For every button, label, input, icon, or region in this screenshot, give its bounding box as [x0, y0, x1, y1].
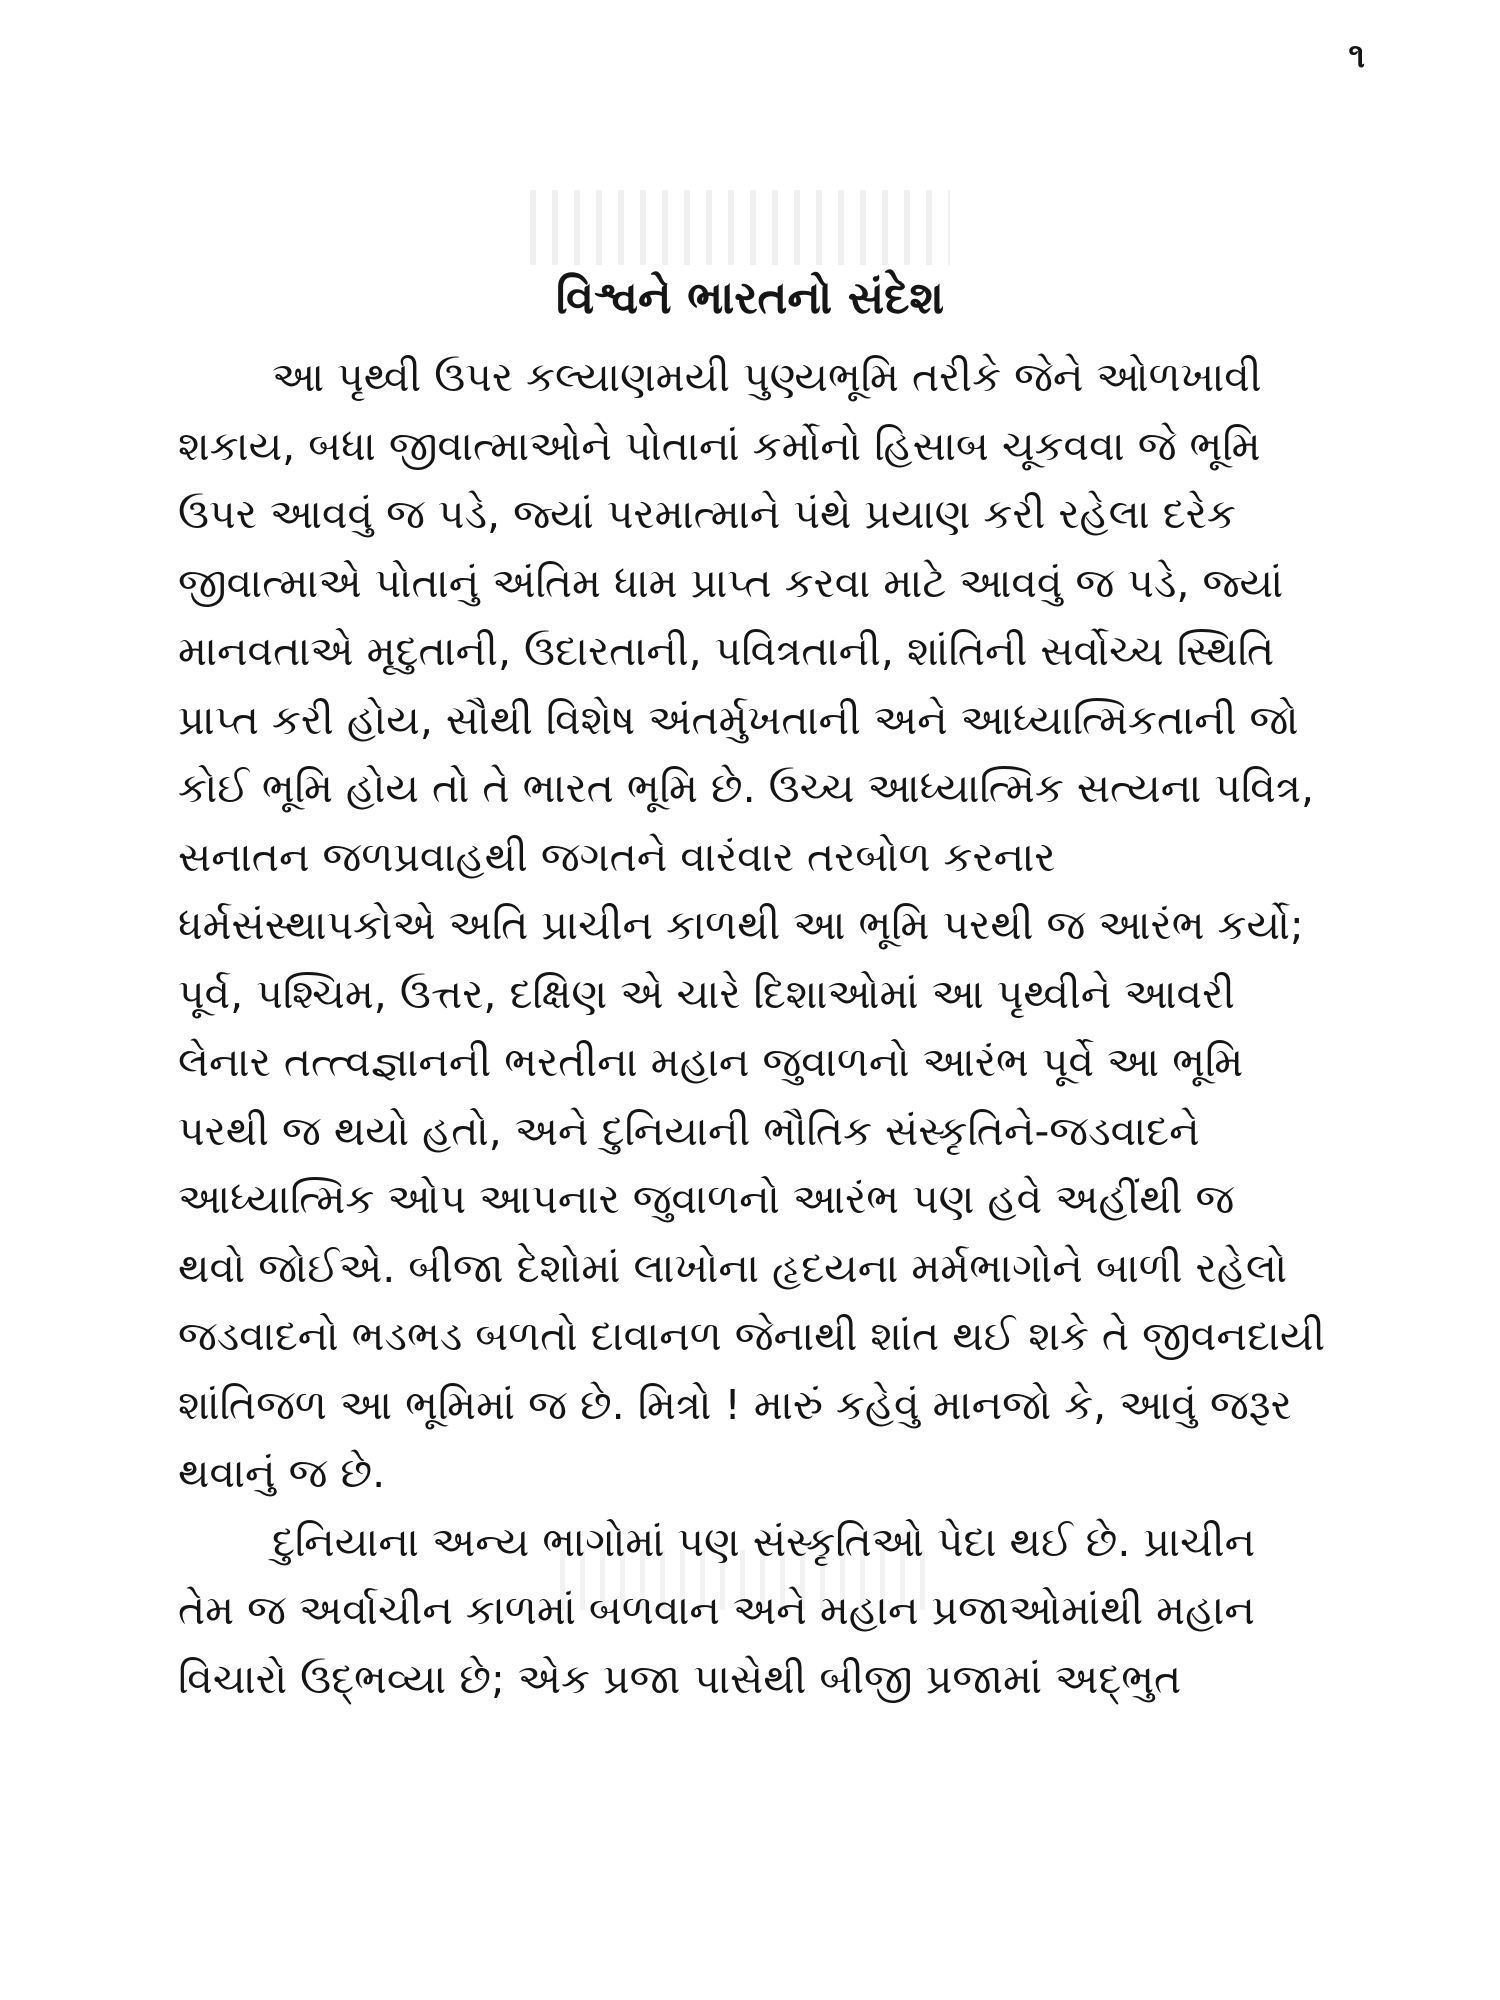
text-line: શકાય, બધા જીવાત્માઓને પોતાનાં કર્મોનો હિસાબ ચૂકવવા જે ભૂમિ: [178, 421, 1261, 470]
text-line: લેનાર તત્ત્વજ્ઞાનની ભરતીના મહાન જુવાળનો આરંભ પૂર્વે આ ભૂમિ: [178, 1038, 1244, 1086]
text-line: શાંતિજળ આ ભૂમિમાં જ છે. મિત્રો ! મારું કહેવું માનજો કે, આવું જરૂર: [178, 1380, 1292, 1429]
text-line: દુનિયાના અન્ય ભાગોમાં પણ સંસ્કૃતિઓ પેદા થઈ છે. પ્રાચીન: [272, 1517, 1256, 1566]
text-line: પરથી જ થયો હતો, અને દુનિયાની ભૌતિક સંસ્કૃતિને-જડવાદને: [178, 1106, 1200, 1155]
text-line: જીવાત્માએ પોતાનું અંતિમ ધામ પ્રાપ્ત કરવા માટે આવવું જ પડે, જ્યાં: [178, 558, 1284, 607]
show-through-smudge: [530, 190, 950, 265]
paragraph-2: [178, 1508, 1363, 1714]
text-line: ઉપર આવવું જ પડે, જ્યાં પરમાત્માને પંથે પ્રયાણ કરી રહેલા દરેક: [178, 490, 1236, 538]
text-line: પૂર્વ, પશ્ચિમ, ઉત્તર, દક્ષિણ એ ચારે દિશાઓમાં આ પૃથ્વીને આવરી: [178, 969, 1235, 1018]
text-line: ધર્મસંસ્થાપકોએ અતિ પ્રાચીન કાળથી આ ભૂમિ પરથી જ આરંભ કર્યો;: [178, 901, 1304, 949]
text-line: પ્રાપ્ત કરી હોય, સૌથી વિશેષ અંતર્મુખતાની અને આધ્યાત્મિકતાની જો: [178, 695, 1299, 744]
text-line: કોઈ ભૂમિ હોય તો તે ભારત ભૂમિ છે. ઉચ્ચ આધ્યાત્મિક સત્યના પવિત્ર,: [178, 764, 1315, 812]
page-number: ૧: [1348, 36, 1365, 76]
text-line: સનાતન જળપ્રવાહથી જગતને વારંવાર તરબોળ કરનાર: [178, 832, 1056, 881]
text-line: વિચારો ઉદ્ભવ્યા છે; એક પ્રજા પાસેથી બીજી પ્રજામાં અદ્ભુત: [178, 1654, 1182, 1703]
text-line: થવો જોઈએ. બીજા દેશોમાં લાખોના હૃદયના મર્મભાગોને બાળી રહેલો: [178, 1243, 1288, 1292]
paragraph-1: [178, 343, 1363, 1508]
text-line: આ પૃથ્વી ઉપર કલ્યાણમયી પુણ્યભૂમિ તરીકે જેને ઓળખાવી: [272, 353, 1262, 401]
chapter-title: વિશ્વને ભારતનો સંદેશ: [555, 271, 945, 324]
text-line: જડવાદનો ભડભડ બળતો દાવાનળ જેનાથી શાંત થઈ શકે તે જીવનદાયી: [178, 1312, 1326, 1360]
text-line: માનવતાએ મૃદુતાની, ઉદારતાની, પવિત્રતાની, શાંતિની સર્વોચ્ચ સ્થિતિ: [178, 627, 1275, 675]
body-text: [178, 343, 1363, 1713]
text-line: તેમ જ અર્વાચીન કાળમાં બળવાન અને મહાન પ્રજાઓમાંથી મહાન: [178, 1586, 1255, 1634]
text-line: થવાનું જ છે.: [178, 1449, 386, 1497]
text-line: આધ્યાત્મિક ઓપ આપનાર જુવાળનો આરંભ પણ હવે અહીંથી જ: [178, 1175, 1235, 1223]
